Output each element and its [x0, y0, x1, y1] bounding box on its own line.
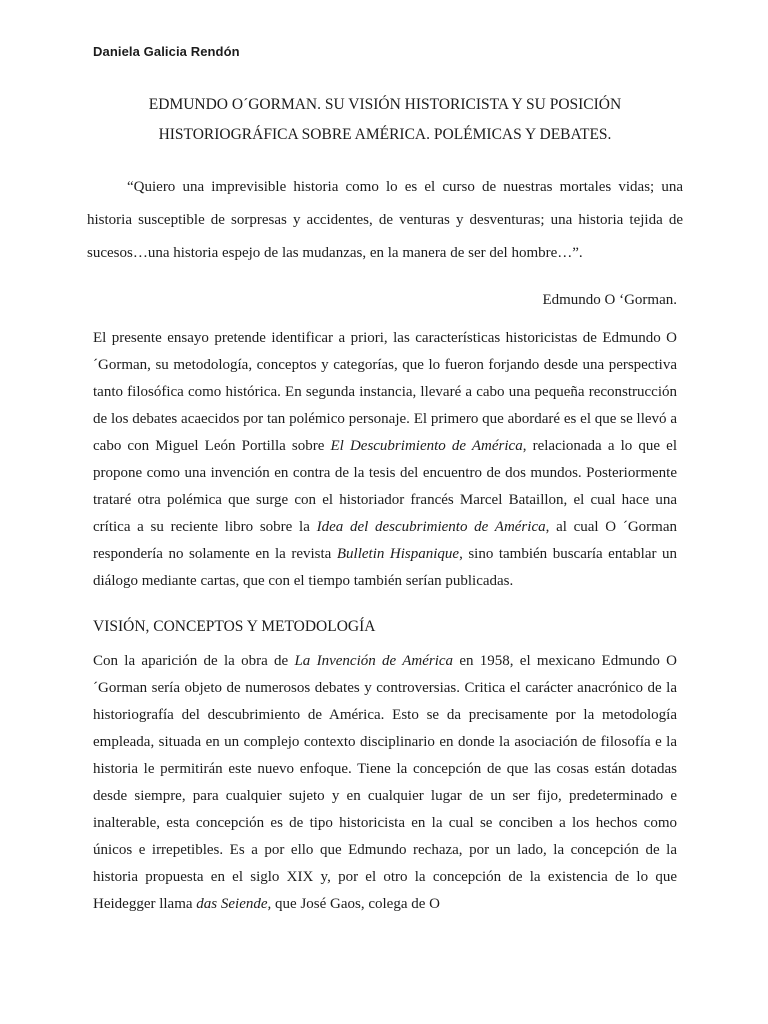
- author-name: Daniela Galicia Rendón: [93, 44, 240, 59]
- essay-title-line-1: EDMUNDO O´GORMAN. SU VISIÓN HISTORICISTA Y SU POSICIÓN: [148, 96, 622, 113]
- intro-paragraph: El presente ensayo pretende identificar a priori, las características historicistas de Edmundo O ´Gorman, su metodología, conceptos y categorías, que lo fueron forjando desde una perspectiva tanto filosófica como histórica. En segunda instancia, llevaré a cabo una pequeña reconstrucción de los debates acaecidos por tan polémico personaje. El primero que abordaré es el que se llevó a cabo con Miguel León Portilla sobre El Descubrimiento de América, relacionada a lo que el propone como una invención en contra de la tesis del encuentro de dos mundos. Posteriormente trataré otra polémica que surge con el historiador francés Marcel Bataillon, el cual hace una crítica a su reciente libro sobre la Idea del descubrimiento de América, al cual O ´Gorman respondería no solamente en la revista Bulletin Hispanique, sino también buscaría entablar un diálogo mediante cartas, que con el tiempo también serían publicadas.: [93, 330, 678, 589]
- essay-title-line-2: HISTORIOGRÁFICA SOBRE AMÉRICA. POLÉMICAS Y DEBATES.: [158, 126, 612, 143]
- body-paragraph: Con la aparición de la obra de La Invención de América en 1958, el mexicano Edmundo O ´Gorman sería objeto de numerosos debates y controversias. Critica el carácter anacrónico de la historiografía del descubrimiento de América. Esto se da precisamente por la metodología empleada, situada en un complejo contexto disciplinario en donde la asociación de filosofía e la historia le permitirán este nuevo enfoque. Tiene la concepción de que las cosas están dotadas desde siempre, para cualquier sujeto y en cualquier lugar de un ser fijo, predeterminado e inalterable, esta concepción es de tipo historicista en la cual se conciben a los hechos como únicos e irrepetibles. Es a por ello que Edmundo rechaza, por un lado, la concepción de la historia propuesta en el siglo XIX y, por el otro la concepción de la existencia de lo que Heidegger llama das Seiende, que José Gaos, colega de O: [93, 653, 677, 912]
- epigraph-attribution: Edmundo O ‘Gorman.: [542, 292, 677, 308]
- essay-title: [93, 90, 677, 150]
- section-heading: VISIÓN, CONCEPTOS Y METODOLOGÍA: [93, 618, 376, 635]
- epigraph-quote: “Quiero una imprevisible historia como lo es el curso de nuestras mortales vidas; una historia susceptible de sorpresas y accidentes, de venturas y desventuras; una historia tejida de sucesos…una historia espejo de las mudanzas, en la manera de ser del hombre…”.: [87, 179, 683, 261]
